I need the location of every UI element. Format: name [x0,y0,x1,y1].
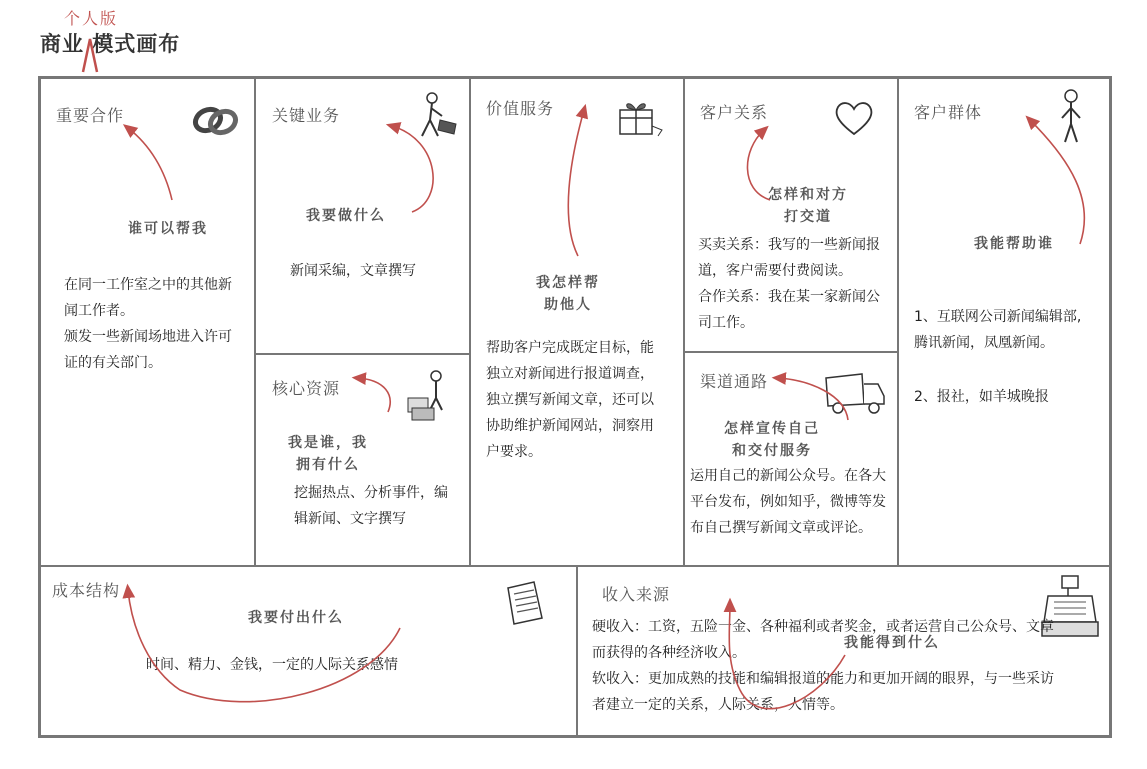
block-content [698,232,892,336]
block-prompt: 我要做什么 [306,208,386,224]
block-title: 重要合作 [56,106,125,125]
block-title: 成本结构 [52,581,121,600]
grid-line [897,76,899,566]
block-prompt [768,184,848,228]
grid-line [469,76,471,566]
grid-line [254,76,256,566]
prompt-line: 和交付服务 [732,443,812,459]
version-label: 个人版 [64,9,119,28]
content-line: 运用自己的新闻公众号。在各大平台发布，例如知乎，微博等发布自己撰写新闻文章或评论。 [690,468,886,536]
block-content [294,480,459,532]
content-line: 在同一工作室之中的其他新闻工作者。 [64,277,232,319]
worker-with-crates-icon [404,368,458,424]
prompt-line: 拥有什么 [296,457,360,473]
block-content [486,335,656,465]
block-content [64,272,244,376]
block-title: 客户群体 [914,103,983,122]
content-line: 软收入：更加成熟的技能和编辑报道的能力和更加开阔的眼界，与一些采访者建立一定的关系，人际关系，人情等。 [592,671,1054,713]
block-title: 价值服务 [486,99,555,118]
content-line: 颁发一些新闻场地进入许可证的有关部门。 [64,329,232,371]
grid-line [684,351,898,353]
content-line: 帮助客户完成既定目标，能独立对新闻进行报道调查，独立撰写新闻文章，还可以协助维护新闻网站，洞察用户要求。 [486,340,654,460]
grid-line [255,353,470,355]
prompt-line: 怎样和对方 [768,187,848,203]
block-title: 渠道通路 [700,372,769,391]
content-line: 合作关系：我在某一家新闻公司工作。 [698,289,880,331]
block-prompt [288,432,368,476]
content-line: 新闻采编，文章撰写 [290,263,416,279]
grid-line [683,76,685,566]
block-prompt [724,418,820,462]
content-line: 挖掘热点、分析事件，编辑新闻、文字撰写 [294,485,448,527]
prompt-line: 怎样宣传自己 [724,421,820,437]
insert-caret-icon [80,36,100,74]
page-title: 商业 模式画布 [40,31,181,56]
block-content [914,304,1094,410]
block-prompt: 我能帮助谁 [974,236,1054,252]
gift-box-icon [614,96,666,140]
block-title: 收入来源 [602,585,671,604]
heart-icon [832,98,876,138]
block-prompt [536,272,600,316]
worker-icon [410,90,460,142]
content-line: 买卖关系：我写的一些新闻报道，客户需要付费阅读。 [698,237,880,279]
grid-line [38,565,1112,567]
block-prompt: 我要付出什么 [248,610,344,626]
block-title: 关键业务 [272,106,341,125]
block-prompt: 谁可以帮我 [128,221,208,237]
block-title: 客户关系 [700,103,769,122]
prompt-line: 助他人 [544,297,592,313]
block-title: 核心资源 [272,379,341,398]
content-line: 1、互联网公司新闻编辑部,腾讯新闻，凤凰新闻。 [914,309,1082,351]
linked-rings-icon [190,100,242,142]
prompt-line: 打交道 [784,209,832,225]
content-line: 2、报社，如羊城晚报 [914,389,1049,405]
block-content [592,614,1062,718]
block-content [290,258,460,284]
block-content [146,652,546,678]
prompt-line: 我是谁，我 [288,435,368,451]
content-line: 硬收入：工资，五险一金、各种福利或者奖金，或者运营自己公众号、文章而获得的各种经济收入。 [592,619,1054,661]
grid-line [576,566,578,738]
block-prompt: 我能得到什么 [844,635,940,651]
truck-icon [822,370,888,418]
block-content [690,463,896,541]
person-icon [1056,88,1086,144]
document-icon [498,578,550,630]
content-line: 时间、精力、金钱，一定的人际关系感情 [146,657,398,673]
prompt-line: 我怎样帮 [536,275,600,291]
